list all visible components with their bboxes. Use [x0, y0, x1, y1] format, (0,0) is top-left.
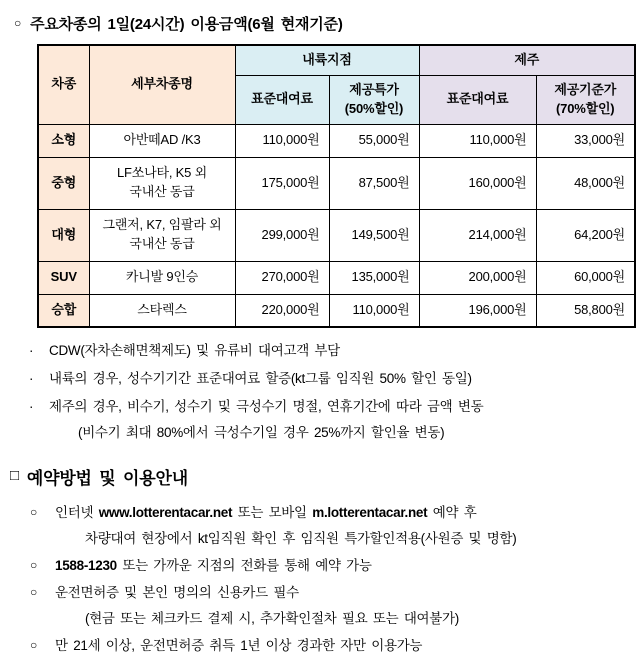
phone-number-text: 1588-1230	[55, 558, 117, 573]
booking-section-title	[10, 464, 640, 489]
inland-standard-price: 175,000원	[235, 157, 329, 209]
jeju-special-price: 60,000원	[536, 261, 635, 294]
note-text: 내륙의 경우, 성수기기간 표준대여료 할증(kt그룹 임직원 50% 할인 동일)	[49, 371, 472, 386]
circle-list-marker-icon: ○	[30, 638, 37, 652]
note-cdw	[29, 341, 640, 360]
jeju-standard-price: 196,000원	[419, 294, 536, 327]
col-group-inland: 내륙지점	[235, 45, 419, 75]
booking-item-internet	[30, 503, 640, 522]
jeju-standard-price: 160,000원	[419, 157, 536, 209]
vehicle-type-cell: 대형	[38, 209, 89, 261]
vehicle-type-cell: 소형	[38, 124, 89, 157]
square-list-marker-icon: □	[10, 467, 19, 484]
jeju-standard-price: 200,000원	[419, 261, 536, 294]
jeju-special-price: 33,000원	[536, 124, 635, 157]
table-row-suv	[38, 261, 635, 294]
jeju-standard-price: 214,000원	[419, 209, 536, 261]
circle-list-marker-icon: ○	[30, 585, 37, 599]
table-row-compact	[38, 124, 635, 157]
booking-items	[30, 503, 640, 655]
inland-special-price: 87,500원	[329, 157, 419, 209]
note-text: CDW(자차손해면책제도) 및 유류비 대여고객 부담	[49, 343, 340, 358]
web-url-text: www.lotterentacar.net	[98, 505, 233, 520]
vehicle-detail-cell: 스타렉스	[89, 294, 235, 327]
vehicle-detail-cell: LF쏘나타, K5 외 국내산 동급	[89, 157, 235, 209]
col-header-vehicle-type: 차종	[38, 45, 89, 124]
rates-notes	[29, 341, 640, 442]
note-jeju-continuation: (비수기 최대 80%에서 극성수기일 경우 25%까지 할인율 변동)	[78, 425, 445, 440]
rates-section-title	[0, 13, 640, 34]
note-text: 제주의 경우, 비수기, 성수기 및 극성수기 명절, 연휴기간에 따라 금액 변동	[49, 399, 484, 414]
table-row-midsize	[38, 157, 635, 209]
booking-item-text: 인터넷 www.lotterentacar.net 또는 모바일 m.lotterentacar.net 예약 후	[55, 505, 477, 520]
vehicle-type-cell: 승합	[38, 294, 89, 327]
inland-special-price: 149,500원	[329, 209, 419, 261]
col-header-jeju-special: 제공기준가 (70%할인)	[536, 75, 635, 124]
booking-item-phone	[30, 556, 640, 575]
rates-section-title-text: 주요차종의 1일(24시간) 이용금액(6월 현재기준)	[30, 16, 343, 33]
dot-marker-icon: ·	[29, 371, 34, 386]
inland-special-price: 135,000원	[329, 261, 419, 294]
circle-list-marker-icon: ○	[14, 15, 22, 30]
note-jeju	[29, 397, 640, 416]
table-row-fullsize	[38, 209, 635, 261]
circle-list-marker-icon: ○	[30, 558, 37, 572]
vehicle-type-cell: 중형	[38, 157, 89, 209]
inland-standard-price: 220,000원	[235, 294, 329, 327]
inland-standard-price: 270,000원	[235, 261, 329, 294]
table-header-group-row	[38, 45, 635, 75]
table-row-van	[38, 294, 635, 327]
booking-item-text: 운전면허증 및 본인 명의의 신용카드 필수	[55, 585, 299, 600]
booking-item-text: 1588-1230 또는 가까운 지점의 전화를 통해 예약 가능	[55, 558, 372, 573]
vehicle-detail-cell: 그랜저, K7, 임팔라 외 국내산 동급	[89, 209, 235, 261]
col-header-vehicle-detail: 세부차종명	[89, 45, 235, 124]
booking-section-title-text: 예약방법 및 이용안내	[26, 469, 188, 488]
vehicle-detail-cell: 카니발 9인승	[89, 261, 235, 294]
booking-item-license-card	[30, 583, 640, 602]
col-header-inland-standard: 표준대여료	[235, 75, 329, 124]
inland-special-price: 110,000원	[329, 294, 419, 327]
jeju-standard-price: 110,000원	[419, 124, 536, 157]
inland-standard-price: 110,000원	[235, 124, 329, 157]
jeju-special-price: 48,000원	[536, 157, 635, 209]
inland-special-price: 55,000원	[329, 124, 419, 157]
inland-standard-price: 299,000원	[235, 209, 329, 261]
jeju-special-price: 64,200원	[536, 209, 635, 261]
dot-marker-icon: ·	[29, 343, 34, 358]
jeju-special-price: 58,800원	[536, 294, 635, 327]
col-header-jeju-standard: 표준대여료	[419, 75, 536, 124]
booking-item-internet-continuation: 차량대여 현장에서 kt임직원 확인 후 임직원 특가할인적용(사원증 및 명함)	[85, 531, 517, 546]
rates-table	[37, 44, 636, 328]
mobile-url-text: m.lotterentacar.net	[312, 505, 428, 520]
booking-item-text: 만 21세 이상, 운전면허증 취득 1년 이상 경과한 자만 이용가능	[55, 638, 423, 653]
vehicle-type-cell: SUV	[38, 261, 89, 294]
col-header-inland-special: 제공특가 (50%할인)	[329, 75, 419, 124]
col-group-jeju: 제주	[419, 45, 635, 75]
circle-list-marker-icon: ○	[30, 505, 37, 519]
dot-marker-icon: ·	[29, 399, 34, 414]
booking-item-license-card-continuation: (현금 또는 체크카드 결제 시, 추가확인절차 필요 또는 대여불가)	[85, 611, 459, 626]
note-inland	[29, 369, 640, 388]
vehicle-detail-cell: 아반떼AD /K3	[89, 124, 235, 157]
